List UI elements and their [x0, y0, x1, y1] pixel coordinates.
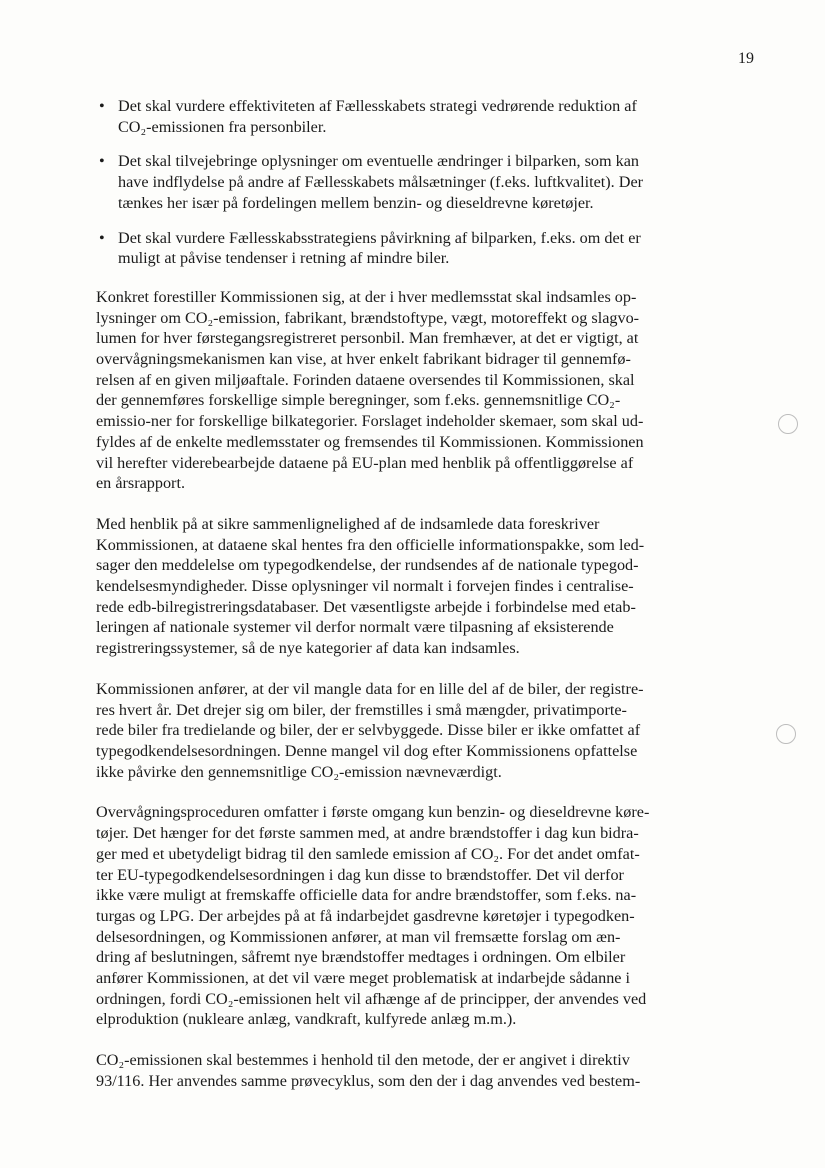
text-line: ikke påvirke den gennemsnitlige CO₂-emission nævneværdigt.: [96, 762, 502, 781]
text-line: Med henblik på at sikre sammenlignelighed af de indsamlede data foreskriver: [96, 514, 600, 533]
text-line: Det skal vurdere effektiviteten af Fællesskabets strategi vedrørende reduktion af: [118, 97, 637, 115]
text-line: kendelsesmyndigheder. Disse oplysninger vil normalt i forvejen findes i centralise-: [96, 577, 634, 596]
paragraph-comparability: [96, 514, 756, 659]
text-line: ger med et ubetydeligt bidrag til den samlede emission af CO₂. For det andet omfat-: [96, 844, 640, 863]
text-line: tænkes her især på fordelingen mellem benzin- og dieseldrevne køretøjer.: [118, 193, 594, 212]
text-line: CO₂-emissionen fra personbiler.: [118, 117, 327, 136]
text-line: dring af beslutningen, såfremt nye brændstoffer medtages i ordningen. Om elbiler: [96, 948, 626, 967]
text-line: turgas og LPG. Der arbejdes på at få indarbejdet gasdrevne køretøjer i typegodken-: [96, 906, 635, 925]
text-line: Kommissionen anfører, at der vil mangle data for en lille del af de biler, der registre-: [96, 679, 644, 698]
text-line: Det skal tilvejebringe oplysninger om eventuelle ændringer i bilparken, som kan: [118, 152, 640, 171]
text-line: rede biler fra tredielande og biler, der er selvbyggede. Disse biler er ikke omfattet af: [96, 721, 641, 740]
paragraph-emission-method: [96, 1050, 756, 1091]
paragraph-monitoring-data: [96, 287, 756, 494]
bullet-item: [96, 96, 756, 137]
text-line: elproduktion (nukleare anlæg, vandkraft, kulfyrede anlæg m.m.).: [96, 1010, 517, 1029]
text-line: relsen af en given miljøaftale. Forinden dataene oversendes til Kommissionen, skal: [96, 370, 635, 389]
text-line: delsesordningen, og Kommissionen anfører, at man vil fremsætte forslag om æn-: [96, 927, 621, 946]
text-line: emissio-ner for forskellige bilkategorier. Forslaget indeholder skemaer, som skal ud-: [96, 412, 644, 431]
text-line: have indflydelse på andre af Fællesskabets målsætninger (f.eks. luftkvalitet). Der: [118, 173, 644, 192]
text-line: tøjer. Det hænger for det første sammen med, at andre brændstoffer i dag kun bidra-: [96, 824, 639, 843]
bullet-item: [96, 228, 756, 269]
text-line: leringen af nationale systemer vil derfor normalt være tilpasning af eksisterende: [96, 618, 614, 637]
text-line: res hvert år. Det drejer sig om biler, der fremstilles i små mængder, privatimporte-: [96, 700, 627, 719]
bullet-item: [96, 151, 756, 213]
text-line: ikke være muligt at fremskaffe officielle data for andre brændstoffer, som f.eks. na-: [96, 886, 637, 905]
text-line: en årsrapport.: [96, 474, 185, 493]
text-line: Kommissionen, at dataene skal hentes fra den officielle informationspakke, som led-: [96, 535, 645, 554]
text-line: anfører Kommissionen, at det vil være meget problematisk at indarbejde sådanne i: [96, 969, 631, 988]
text-line: 93/116. Her anvendes samme prøvecyklus, som den der i dag anvendes ved bestem-: [96, 1071, 641, 1090]
paragraph-fuel-types: [96, 802, 756, 1030]
text-line: der gennemføres forskellige simple beregninger, som f.eks. gennemsnitlige CO₂-: [96, 391, 621, 410]
page-number: 19: [738, 50, 754, 67]
text-line: lumen for hver førstegangsregistreret personbil. Man fremhæver, at det er vigtigt, at: [96, 329, 639, 348]
document-body: [96, 96, 756, 1112]
text-line: CO₂-emissionen skal bestemmes i henhold til den metode, der er angivet i direktiv: [96, 1051, 630, 1070]
text-line: vil herefter viderebearbejde dataene på EU-plan med henblik på offentliggørelse af: [96, 453, 634, 472]
text-line: ter EU-typegodkendelsesordningen i dag kun disse to brændstoffer. Det vil derfor: [96, 865, 624, 884]
paragraph-missing-data: [96, 679, 756, 783]
text-line: overvågningsmekanismen kan vise, at hver enkelt fabrikant bidrager til gennemfø-: [96, 350, 631, 369]
text-line: Det skal vurdere Fællesskabsstrategiens påvirkning af bilparken, f.eks. om det er: [118, 228, 641, 247]
text-line: rede edb-bilregistreringsdatabaser. Det væsentligste arbejde i forbindelse med etab-: [96, 597, 636, 616]
text-line: lysninger om CO₂-emission, fabrikant, brændstoftype, vægt, motoreffekt og slagvo-: [96, 308, 640, 327]
punch-hole-mark: [778, 414, 798, 434]
text-line: Overvågningsproceduren omfatter i første omgang kun benzin- og dieseldrevne køre-: [96, 803, 650, 822]
text-line: typegodkendelsesordningen. Denne mangel vil dog efter Kommissionens opfattelse: [96, 741, 638, 760]
text-line: sager den meddelelse om typegodkendelse, der rundsendes af de nationale typegod-: [96, 556, 639, 575]
text-line: muligt at påvise tendenser i retning af mindre biler.: [118, 249, 450, 268]
punch-hole-mark: [776, 724, 796, 744]
bullet-dot-icon: •: [99, 152, 105, 171]
text-line: Konkret forestiller Kommissionen sig, at der i hver medlemsstat skal indsamles op-: [96, 287, 637, 306]
bullet-dot-icon: •: [99, 228, 105, 247]
text-line: registreringssystemer, så de nye kategorier af data kan indsamles.: [96, 639, 520, 658]
bullet-list: [96, 96, 756, 269]
text-line: fyldes af de enkelte medlemsstater og fremsendes til Kommissionen. Kommissionen: [96, 432, 644, 451]
bullet-dot-icon: •: [99, 97, 105, 115]
text-line: ordningen, fordi CO₂-emissionen helt vil afhænge af de principper, der anvendes ved: [96, 989, 647, 1008]
